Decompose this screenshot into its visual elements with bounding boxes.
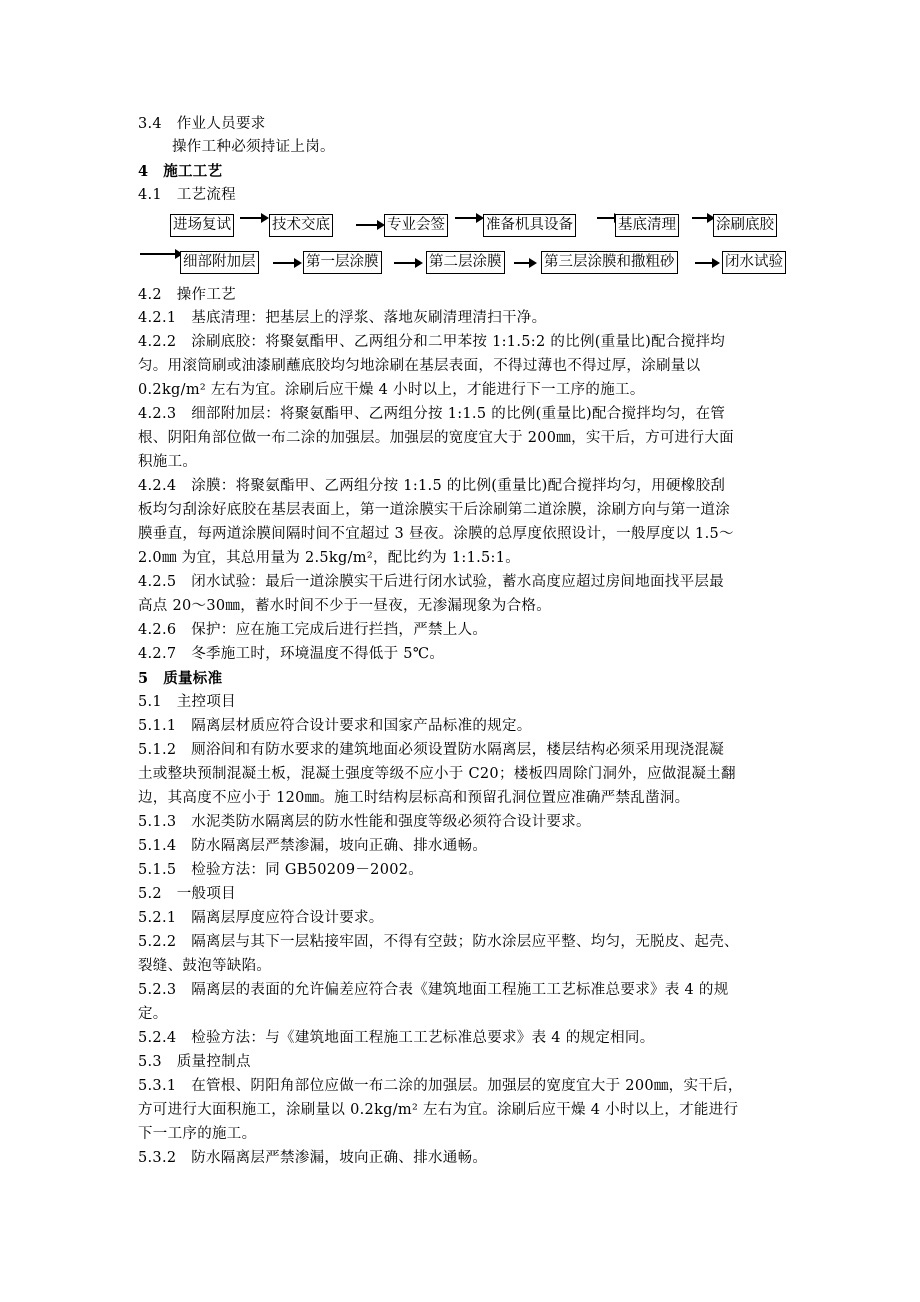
- flow-arrow-3: [455, 217, 477, 219]
- para-5-2-3-line2: 定。: [138, 1006, 168, 1022]
- para-5-1-3: 5.1.3 水泥类防水隔离层的防水性能和强度等级必须符合设计要求。: [138, 814, 591, 830]
- flow-step-5: 基底清理: [615, 214, 679, 237]
- para-5-2-4: 5.2.4 检验方法：与《建筑地面工程施工工艺标准总要求》表 4 的规定相同。: [138, 1030, 655, 1046]
- section-4-title: 4 施工工艺: [138, 163, 223, 180]
- para-5-2-2-line1: 5.2.2 隔离层与其下一层粘接牢固，不得有空鼓；防水涂层应平整、均匀，无脱皮、起壳、: [138, 934, 739, 950]
- flow-step-3: 专业会签: [384, 214, 448, 237]
- flow-step-7: 细部附加层: [180, 251, 259, 274]
- para-4-2-6: 4.2.6 保护：应在施工完成后进行拦挡，严禁上人。: [138, 622, 488, 638]
- para-5-1-4: 5.1.4 防水隔离层严禁渗漏，坡向正确、排水通畅。: [138, 838, 488, 854]
- flow-arrow-9: [514, 262, 530, 264]
- flow-step-2: 技术交底: [269, 214, 333, 237]
- para-5-1-2-line2: 土或整块预制混凝土板，混凝土强度等级不应小于 C20；楼板四周除门洞外，应做混凝土翻: [138, 766, 736, 782]
- flow-arrow-8: [394, 262, 416, 264]
- para-4-2-5-line2: 高点 20～30㎜，蓄水时间不少于一昼夜，无渗漏现象为合格。: [138, 598, 552, 614]
- flow-step-1: 进场复试: [170, 214, 234, 237]
- flow-arrow-7: [273, 262, 295, 264]
- para-4-2-4-line2: 板均匀刮涂好底胶在基层表面上，第一道涂膜实干后涂刷第二道涂膜，涂刷方向与第一道涂: [138, 502, 730, 518]
- section-5-2-title: 5.2 一般项目: [138, 886, 236, 902]
- para-5-3-1-line2: 方可进行大面积施工，涂刷量以 0.2kg/m² 左右为宜。涂刷后应干燥 4 小时以上，才能进行: [138, 1102, 739, 1118]
- flow-step-9: 第二层涂膜: [426, 251, 505, 274]
- flow-step-4: 准备机具设备: [483, 214, 576, 237]
- para-4-2-2-line2: 匀。用滚筒刷或油漆刷蘸底胶均匀地涂刷在基层表面，不得过薄也不得过厚，涂刷量以: [138, 358, 701, 374]
- flow-arrow-1: [240, 217, 262, 219]
- flow-step-8: 第一层涂膜: [303, 251, 382, 274]
- para-4-2-3-line2: 根、阴阳角部位做一布二涂的加强层。加强层的宽度宜大于 200㎜，实干后，方可进行大面: [138, 430, 734, 446]
- para-4-2-4-line3: 膜垂直，每两道涂膜间隔时间不宜超过 3 昼夜。涂膜的总厚度依照设计，一般厚度以 1.5～: [138, 526, 734, 542]
- para-5-1-2-line3: 边，其高度不应小于 120㎜。施工时结构层标高和预留孔洞位置应准确严禁乱凿洞。: [138, 790, 690, 806]
- para-4-2-4-line1: 4.2.4 涂膜：将聚氨酯甲、乙两组分按 1:1.5 的比例(重量比)配合搅拌均匀，用硬橡胶刮: [138, 478, 726, 494]
- para-5-1-1: 5.1.1 隔离层材质应符合设计要求和国家产品标准的规定。: [138, 718, 532, 734]
- para-4-2-2-line1: 4.2.2 涂刷底胶：将聚氨酯甲、乙两组分和二甲苯按 1:1.5:2 的比例(重量比)配合搅拌均: [138, 334, 726, 350]
- flow-arrow-10: [695, 262, 713, 264]
- flow-arrow-4: [597, 217, 615, 219]
- para-5-1-5: 5.1.5 检验方法：同 GB50209－2002。: [138, 862, 424, 878]
- section-3-4-text: 操作工种必须持证上岗。: [172, 139, 335, 155]
- section-4-1-title: 4.1 工艺流程: [138, 187, 236, 203]
- flow-step-11: 闭水试验: [722, 251, 786, 274]
- para-4-2-2-line3: 0.2kg/m² 左右为宜。涂刷后应干燥 4 小时以上，才能进行下一工序的施工。: [138, 382, 645, 398]
- para-5-3-1-line1: 5.3.1 在管根、阴阳角部位应做一布二涂的加强层。加强层的宽度宜大于 200㎜，实干后，: [138, 1078, 743, 1094]
- para-4-2-3-line3: 积施工。: [138, 454, 198, 470]
- flow-arrow-5: [692, 217, 708, 219]
- section-5-1-title: 5.1 主控项目: [138, 694, 236, 710]
- flow-step-6: 涂刷底胶: [713, 214, 777, 237]
- para-4-2-1: 4.2.1 基底清理：把基层上的浮浆、落地灰刷清理清扫干净。: [138, 310, 547, 326]
- para-5-1-2-line1: 5.1.2 厕浴间和有防水要求的建筑地面必须设置防水隔离层，楼层结构必须采用现浇混凝: [138, 742, 724, 758]
- para-4-2-3-line1: 4.2.3 细部附加层：将聚氨酯甲、乙两组分按 1:1.5 的比例(重量比)配合搅拌均匀，在管: [138, 406, 726, 422]
- section-4-2-title: 4.2 操作工艺: [138, 287, 236, 303]
- flow-arrow-2: [356, 224, 378, 226]
- para-5-3-1-line3: 下一工序的施工。: [138, 1126, 257, 1142]
- para-4-2-7: 4.2.7 冬季施工时，环境温度不得低于 5℃。: [138, 646, 445, 662]
- para-5-2-2-line2: 裂缝、鼓泡等缺陷。: [138, 958, 272, 974]
- para-5-2-1: 5.2.1 隔离层厚度应符合设计要求。: [138, 910, 384, 926]
- para-4-2-5-line1: 4.2.5 闭水试验：最后一道涂膜实干后进行闭水试验，蓄水高度应超过房间地面找平层最: [138, 574, 724, 590]
- para-5-3-2: 5.3.2 防水隔离层严禁渗漏，坡向正确、排水通畅。: [138, 1150, 488, 1166]
- flow-step-10: 第三层涂膜和撒粗砂: [541, 251, 678, 274]
- para-4-2-4-line4: 2.0㎜ 为宜，其总用量为 2.5kg/m²，配比约为 1:1.5:1。: [138, 550, 521, 566]
- section-3-4-title: 3.4 作业人员要求: [138, 116, 266, 132]
- flow-arrow-6: [140, 253, 176, 255]
- para-5-2-3-line1: 5.2.3 隔离层的表面的允许偏差应符合表《建筑地面工程施工工艺标准总要求》表 4 的规: [138, 982, 729, 998]
- section-5-title: 5 质量标准: [138, 670, 223, 687]
- section-5-3-title: 5.3 质量控制点: [138, 1054, 251, 1070]
